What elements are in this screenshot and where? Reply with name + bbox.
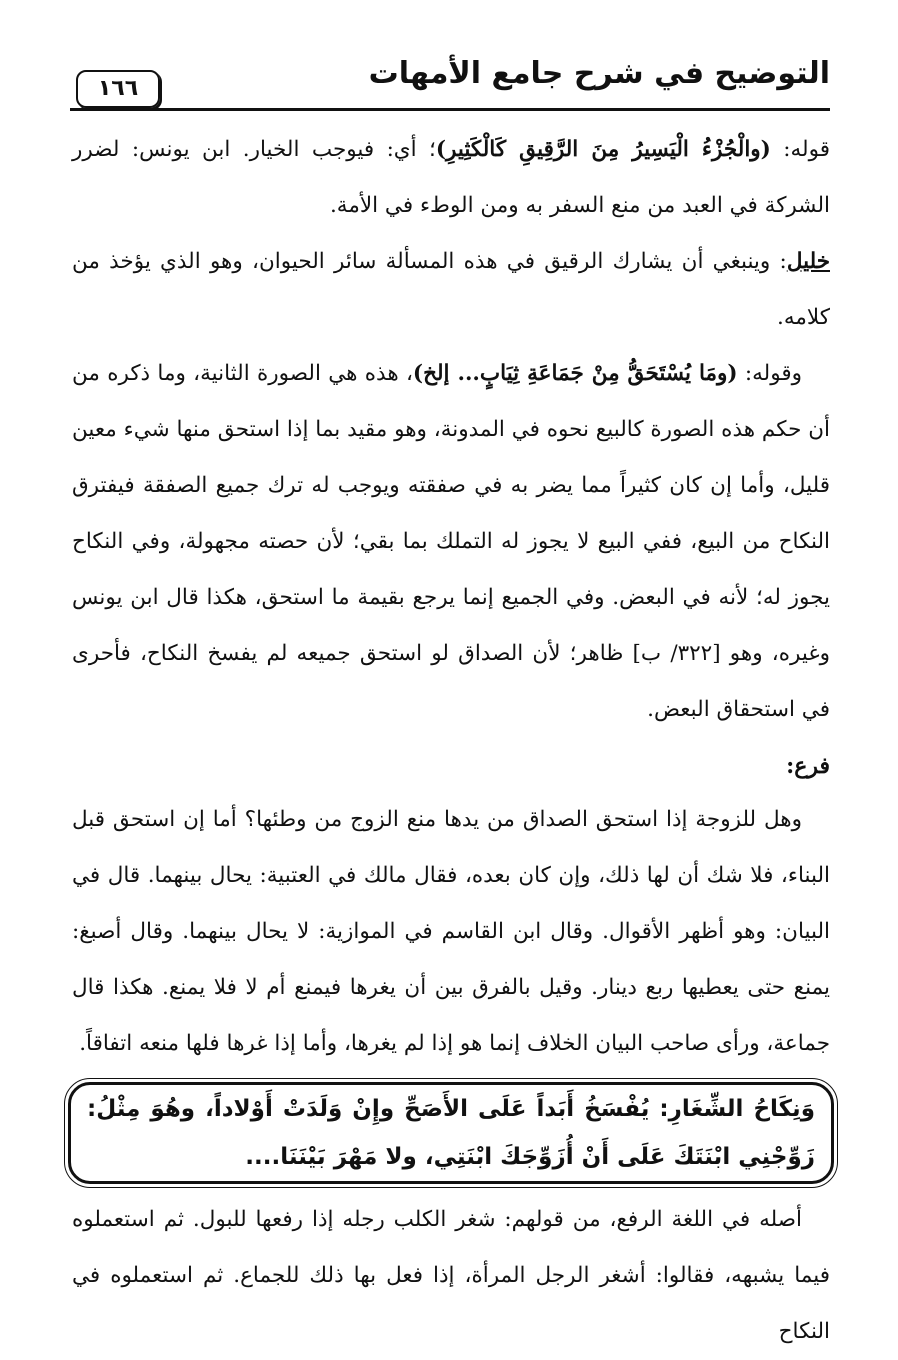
matn-box: وَنِكَاحُ الشِّغَارِ: يُفْسَخُ أَبَداً عَلَى الأَصَحِّ وإِنْ وَلَدَتْ أَوْلاداً، وهُوَ مِثْلُ: زَوِّجْنِي ابْنَتَكَ عَلَى أَنْ أُزَوِّجَكَ ابْنَتِي، ولا مَهْرَ بَيْنَنَا.... [68,1082,834,1184]
commentary-text: ، هذه هي الصورة الثانية، وما ذكره من أن حكم هذه الصورة كالبيع نحوه في المدونة، وهو مقيد بما إذا استحق منها شيء معين قليل، وأما إن كان كثيراً مما يضر به في صفقته ويوجب له ترك جميع الصفقة فيفترق النكاح من البيع، ففي البيع لا يجوز له التملك بما بقي؛ لأن حصته مجهولة، وفي النكاح يجوز له؛ لأنه في البعض. وفي الجميع إنما يرجع بقيمة ما استحق، هكذا قال ابن يونس وغيره، وهو [٣٢٢/ ب] ظاهر؛ لأن الصداق لو استحق جميعه لم يفسخ النكاح، فأحرى في استحقاق البعض. [72,361,830,722]
quoted-matn: (والْجُزْءُ الْيَسِيرُ مِنَ الرَّقِيقِ كَالْكَثِيرِ) [435,137,771,162]
lead-text: قوله: [770,137,830,162]
paragraph-5: أصله في اللغة الرفع، من قولهم: شغر الكلب رجله إذا رفعها للبول. ثم استعملوه فيما يشبهه، فقالوا: أشغر الرجل المرأة، إذا فعل بها ذلك للجماع. ثم استعملوه في النكاح [72,1207,830,1344]
scholar-name: خليل [786,249,830,274]
paragraph-1 [72,122,830,234]
lead-text: وقوله: [737,361,802,386]
commentary-text: ؛ أي: فيوجب الخيار. ابن يونس: لضرر الشركة في العبد من منع السفر به ومن الوطء في الأمة. [72,137,830,218]
paragraph-3 [72,346,830,738]
paragraph-2 [72,234,830,346]
page-body [72,122,830,1360]
running-title: التوضيح في شرح جامع الأمهات [368,56,830,91]
section-heading: فرع: [786,753,830,779]
header-rule [70,108,830,111]
paragraph-4: وهل للزوجة إذا استحق الصداق من يدها منع الزوج من وطئها؟ أما إن استحق قبل البناء، فلا شك أن لها ذلك، وإن كان بعده، فقال مالك في العتبية: يحال بينهما. قال في البيان: وهو أظهر الأقوال. وقال ابن القاسم في الموازية: لا يحال بينهما. وقال أصبغ: يمنع حتى يعطيها ربع دينار. وقيل بالفرق بين أن يغرها فيمنع أم لا فلا يمنع. هكذا قال جماعة، ورأى صاحب البيان الخلاف إنما هو إذا لم يغرها، وأما إذا غرها فلها منعه اتفاقاً. [72,807,830,1056]
page-header [70,52,830,108]
page-number: ١٦٦ [76,70,160,108]
quoted-matn: (ومَا يُسْتَحَقُّ مِنْ جَمَاعَةِ ثِيَابٍ... إلخ) [412,361,738,386]
commentary-text: : وينبغي أن يشارك الرقيق في هذه المسألة سائر الحيوان، وهو الذي يؤخذ من كلامه. [72,249,830,330]
